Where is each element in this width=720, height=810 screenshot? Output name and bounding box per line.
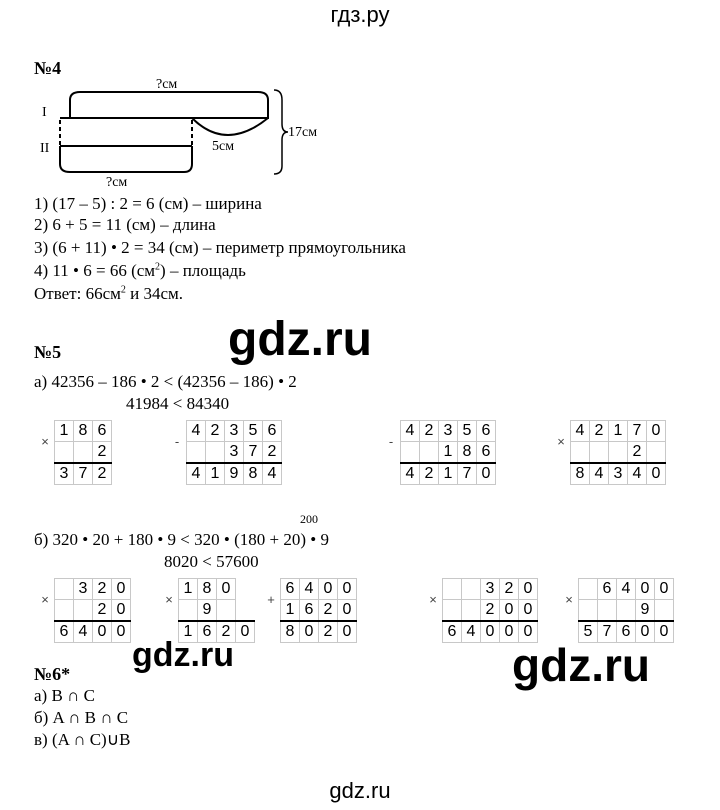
digit-cell: 0 [338,579,357,600]
operator [36,621,55,643]
operator [424,621,443,643]
digit-cell: 4 [462,621,481,643]
operator [36,463,55,485]
digit-cell: 6 [477,442,496,464]
column-calculation [560,578,674,643]
digit-cell: 3 [225,421,244,442]
task4-diagram [36,76,336,190]
digit-cell: 0 [217,579,236,600]
digit-cell: 0 [636,621,655,643]
digit-cell: 1 [281,600,300,622]
digit-cell: 4 [263,463,282,485]
task6-heading: №6* [34,664,71,684]
digit-cell: 7 [74,463,93,485]
digit-cell [617,600,636,622]
digit-cell: 1 [206,463,225,485]
digit-cell [55,442,74,464]
digit-cell: 6 [617,621,636,643]
digit-cell: 4 [401,463,420,485]
column-calculation [382,420,496,485]
digit-cell: 0 [338,621,357,643]
digit-cell: 2 [93,463,112,485]
digit-cell: 7 [598,621,617,643]
digit-cell: 0 [338,600,357,622]
digit-cell: 2 [500,579,519,600]
digit-cell [462,579,481,600]
digit-cell [179,600,198,622]
label-row-1: I [42,105,47,120]
task6-line-b: б) A ∩ B ∩ C [34,708,129,727]
task5-b-line-1: б) 320 • 20 + 180 • 9 < 320 • (180 + 20) • 9 [34,530,329,549]
digit-cell: 0 [636,579,655,600]
column-calculation [36,578,131,643]
column-calculation [552,420,666,485]
digit-cell: 5 [579,621,598,643]
column-calculation [262,578,357,643]
digit-cell [217,600,236,622]
digit-cell: 5 [244,421,263,442]
digit-cell: 7 [628,421,647,442]
digit-cell: 0 [236,621,255,643]
digit-cell: 9 [636,600,655,622]
operator [262,621,281,643]
operator: × [557,434,565,450]
operator: - [388,434,394,450]
digit-cell: 1 [439,442,458,464]
digit-cell: 2 [93,579,112,600]
digit-cell: 7 [458,463,477,485]
digit-cell [206,442,225,464]
digit-cell: 0 [655,621,674,643]
operator: - [174,434,180,450]
digit-cell: 2 [263,442,282,464]
digit-cell [55,579,74,600]
digit-cell: 3 [225,442,244,464]
digit-cell [187,442,206,464]
task4-answer: Ответ: $66см^2$ и 34см. [34,284,184,303]
task4-line-1: 1) (17 – 5) : 2 = 6 (см) – ширина [34,194,262,213]
digit-cell: 9 [198,600,217,622]
digit-cell: 6 [300,600,319,622]
digit-cell [55,600,74,622]
digit-cell: 2 [481,600,500,622]
digit-cell: 6 [443,621,462,643]
operator: + [267,592,275,608]
digit-cell [74,600,93,622]
digit-cell: 6 [263,421,282,442]
digit-cell: 2 [319,621,338,643]
label-row-2: II [40,141,50,156]
digit-cell: 2 [217,621,236,643]
digit-cell: 2 [93,600,112,622]
digit-cell: 6 [281,579,300,600]
digit-cell: 6 [93,421,112,442]
site-footer: gdz.ru [329,778,391,803]
operator: × [41,592,49,608]
digit-cell [598,600,617,622]
watermark: gdz.ru [512,639,650,691]
digit-cell: 4 [401,421,420,442]
digit-cell [401,442,420,464]
digit-cell: 2 [420,463,439,485]
digit-cell: 0 [519,600,538,622]
digit-cell: 3 [439,421,458,442]
label-17: 17см [288,125,318,140]
operator: × [429,592,437,608]
digit-cell: 0 [647,421,666,442]
label-bottom: ?см [106,175,128,190]
digit-cell: 0 [500,600,519,622]
digit-cell: 4 [300,579,319,600]
digit-cell: 0 [519,621,538,643]
digit-cell: 3 [609,463,628,485]
operator [552,463,571,485]
digit-cell: 4 [571,421,590,442]
digit-cell: 8 [281,621,300,643]
digit-cell: 4 [187,421,206,442]
task4-line-4: 4) 11 • 6 = 66 $(см^2)$ – площадь [34,261,246,280]
task4-heading: №4 [34,58,62,78]
digit-cell: 0 [319,579,338,600]
digit-cell [74,442,93,464]
digit-cell: 2 [420,421,439,442]
label-top: ?см [156,77,178,92]
digit-cell: 4 [590,463,609,485]
task5-a-line-1: а) 42356 – 186 • 2 < (42356 – 186) • 2 [34,372,297,391]
task5-b-line-2: 8020 < 57600 [164,552,259,571]
digit-cell: 1 [609,421,628,442]
digit-cell: 3 [74,579,93,600]
digit-cell: 0 [647,463,666,485]
watermark: gdz.ru [132,636,234,674]
digit-cell [462,600,481,622]
digit-cell: 8 [571,463,590,485]
digit-cell: 6 [477,421,496,442]
digit-cell: 2 [628,442,647,464]
digit-cell [590,442,609,464]
operator: × [565,592,573,608]
digit-cell: 0 [481,621,500,643]
digit-cell: 2 [206,421,225,442]
digit-cell: 0 [519,579,538,600]
digit-cell: 4 [187,463,206,485]
digit-cell: 1 [179,621,198,643]
task5-heading: №5 [34,342,62,362]
operator: × [41,434,49,450]
digit-cell [443,600,462,622]
digit-cell: 1 [179,579,198,600]
digit-cell [647,442,666,464]
digit-cell: 8 [74,421,93,442]
digit-cell [420,442,439,464]
digit-cell: 0 [112,579,131,600]
column-calculation [36,420,112,485]
digit-cell: 1 [55,421,74,442]
digit-cell: 0 [112,600,131,622]
digit-cell: 6 [598,579,617,600]
task5-a-line-2: 41984 < 84340 [126,394,230,413]
digit-cell: 2 [319,600,338,622]
task4-line-3: 3) (6 + 11) • 2 = 34 (см) – периметр прямоугольника [34,238,406,257]
digit-cell: 0 [655,579,674,600]
digit-cell: 3 [481,579,500,600]
operator [168,463,187,485]
digit-cell: 0 [300,621,319,643]
digit-cell [655,600,674,622]
digit-cell [443,579,462,600]
digit-cell: 0 [112,621,131,643]
task6-line-c: в) (A ∩ C)∪B [34,730,131,749]
operator: × [165,592,173,608]
digit-cell: 4 [628,463,647,485]
column-calculation [424,578,538,643]
column-calculation [168,420,282,485]
digit-cell: 8 [198,579,217,600]
digit-cell: 2 [590,421,609,442]
label-5: 5см [212,139,235,154]
digit-cell: 9 [225,463,244,485]
digit-cell: 8 [244,463,263,485]
digit-cell: 7 [244,442,263,464]
digit-cell [571,442,590,464]
digit-cell: 6 [198,621,217,643]
digit-cell: 2 [93,442,112,464]
digit-cell [609,442,628,464]
digit-cell: 6 [55,621,74,643]
rect-1 [70,92,268,118]
digit-cell: 0 [500,621,519,643]
digit-cell [579,579,598,600]
digit-cell: 8 [458,442,477,464]
watermark: gdz.ru [228,313,372,366]
task5-b-above: 200 [300,512,318,526]
digit-cell: 4 [74,621,93,643]
digit-cell: 1 [439,463,458,485]
site-title: гдз.ру [330,2,390,27]
digit-cell: 0 [477,463,496,485]
digit-cell [579,600,598,622]
task4-line-2: 2) 6 + 5 = 11 (см) – длина [34,215,216,234]
digit-cell: 5 [458,421,477,442]
rect-2 [60,146,192,172]
digit-cell: 0 [93,621,112,643]
task6-line-a: а) B ∩ C [34,686,95,705]
digit-cell: 3 [55,463,74,485]
operator [382,463,401,485]
digit-cell: 4 [617,579,636,600]
column-calculation [160,578,255,643]
